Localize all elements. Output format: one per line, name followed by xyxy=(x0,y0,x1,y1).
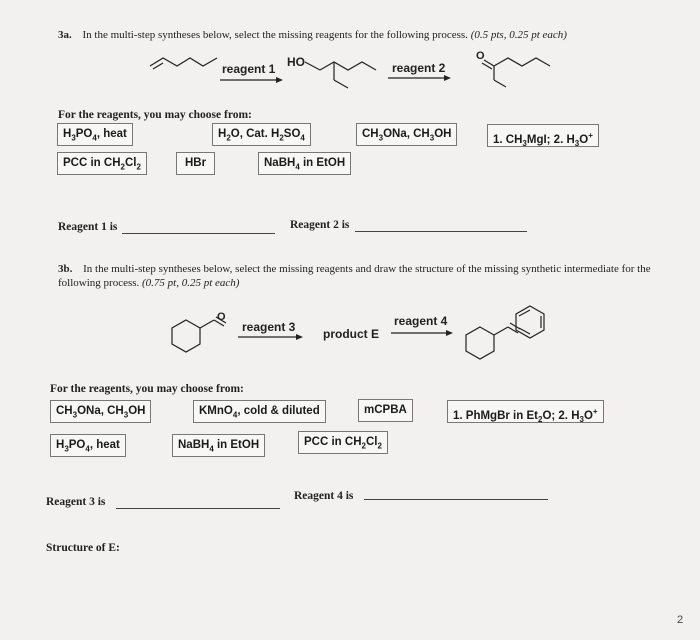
reagent-3-answer-label: Reagent 3 is xyxy=(46,496,106,508)
choice-3b-pcc[interactable]: PCC in $CH_2Cl_2$ xyxy=(298,431,388,454)
reagent-4-answer-label: Reagent 4 is xyxy=(294,490,354,502)
reagent-4-answer-line[interactable] xyxy=(364,499,548,500)
aldehyde-oxygen-label: O xyxy=(217,311,226,323)
choice-3b-ch3ona[interactable]: $CH_3ONa$, $CH_3OH$ xyxy=(50,400,151,423)
choice-3a-nabh4[interactable]: NaBH$_4$ in EtOH xyxy=(258,152,351,175)
choice-3a-pcc[interactable]: PCC in $CH_2Cl_2$ xyxy=(57,152,147,175)
reagent-2-answer-label: Reagent 2 is xyxy=(290,219,350,231)
page-number: 2 xyxy=(677,614,684,626)
question-3b-choose-header: For the reagents, you may choose from: xyxy=(50,383,244,395)
choice-3b-nabh4[interactable]: NaBH$_4$ in EtOH xyxy=(172,434,265,457)
reagent-3-label: reagent 3 xyxy=(242,320,296,334)
reagent-1-label: reagent 1 xyxy=(222,62,276,76)
oxygen-label: O xyxy=(476,50,485,62)
question-3b-points: (0.75 pt, 0.25 pt each) xyxy=(142,277,240,289)
product-e-label: product E xyxy=(323,327,379,341)
question-3b-number: 3b. xyxy=(58,263,73,275)
question-3a-number: 3a. xyxy=(58,29,72,41)
reagent-3-answer-line[interactable] xyxy=(116,508,280,509)
choice-3a-ch3ona[interactable]: $CH_3ONa$, $CH_3OH$ xyxy=(356,123,457,146)
reagent-2-label: reagent 2 xyxy=(392,61,446,75)
question-3b-text: In the multi-step syntheses below, select the missing reagents and draw the structure of the missing synthetic intermediate for the following process. xyxy=(58,263,651,289)
choice-3b-kmno4[interactable]: KMnO$_4$, cold & diluted xyxy=(193,400,326,423)
hydroxyl-label: HO xyxy=(287,55,305,69)
question-3a-text: In the multi-step syntheses below, select the missing reagents for the following process. xyxy=(82,29,468,41)
choice-3a-hbr[interactable]: HBr xyxy=(176,152,215,175)
reagent-4-label: reagent 4 xyxy=(394,314,448,328)
reagent-1-answer-label: Reagent 1 is xyxy=(58,221,118,233)
question-3a-choose-header: For the reagents, you may choose from: xyxy=(58,109,252,121)
choice-3b-h3po4-heat[interactable]: $H_3PO_4$, heat xyxy=(50,434,126,457)
question-3a-points: (0.5 pts, 0.25 pt each) xyxy=(470,29,567,41)
choice-3b-phmgbr[interactable]: 1. PhMgBr in $Et_2O$; 2. $H_3O^+$ xyxy=(447,400,604,423)
choice-3a-h3po4-heat[interactable]: $H_3PO_4$, heat xyxy=(57,123,133,146)
structure-e-label: Structure of E: xyxy=(46,542,120,554)
choice-3a-h2o-h2so4[interactable]: $H_2O$, Cat. $H_2SO_4$ xyxy=(212,123,311,146)
choice-3a-ch3mgi[interactable]: 1. $CH_3MgI$; 2. $H_3O^+$ xyxy=(487,124,599,147)
choice-3b-mcpba[interactable]: mCPBA xyxy=(358,399,413,422)
